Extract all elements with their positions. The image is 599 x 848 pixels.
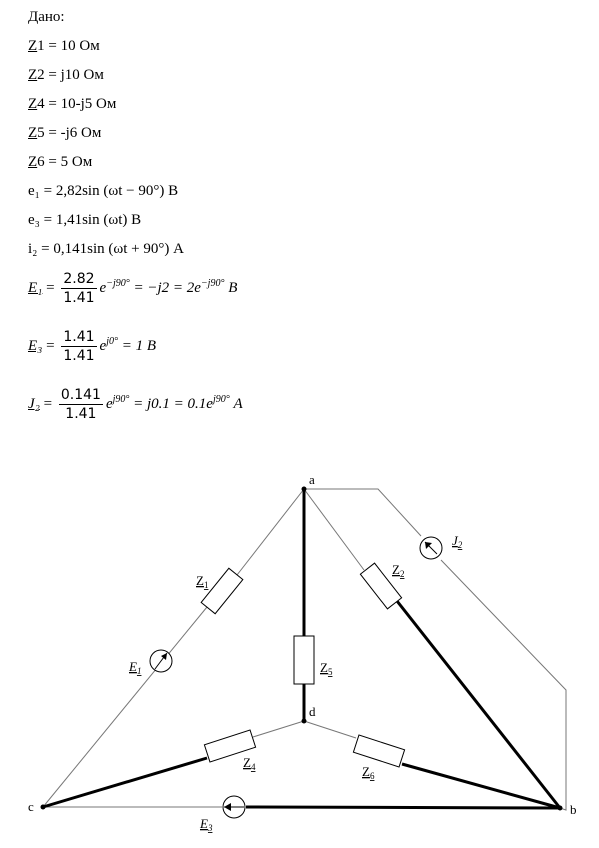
label-j2: $J_2$	[452, 533, 463, 550]
e1-denominator: 1.41	[63, 290, 95, 306]
z5-value: 5 = -j6 Ом	[37, 125, 102, 141]
wire-a-z2	[304, 489, 364, 570]
wire-z1-a	[237, 489, 304, 575]
e1-numerator: 2.82	[63, 271, 95, 287]
e1-result-exponent: −j90°	[200, 277, 225, 289]
label-e3: $E_3$	[200, 816, 213, 833]
j2-phasor-symbol: J₂	[28, 395, 40, 412]
node-label-c: c	[28, 799, 34, 814]
e3-exp-base: e	[99, 337, 107, 354]
z5-name: Z	[28, 125, 38, 141]
node-dot-d	[302, 719, 307, 724]
e3-numerator: 1.41	[63, 329, 95, 345]
wire-z2-b	[397, 601, 560, 808]
z4-name: Z	[28, 96, 38, 112]
label-e1: $E_1$	[129, 659, 142, 676]
wire-e3-b	[246, 807, 560, 808]
wire-c-e1-z1	[43, 607, 207, 807]
given-e3: e₃ = 1,41sin (ωt) В	[28, 212, 142, 228]
node-dot-c	[41, 805, 46, 810]
z2-name: Z	[28, 67, 38, 83]
phasor-j2: J₂ = $\frac{0.141}{1.41}$ $e^{j90^\circ} = j0.1 = 0.1e^{j90^\circ}$ A	[28, 387, 243, 422]
wire-d-z6	[304, 721, 356, 738]
label-z2: $Z_2$	[392, 562, 405, 579]
source-j2	[420, 537, 442, 559]
e3-exponent: j0°	[106, 335, 118, 347]
wire-d-z4	[253, 721, 304, 737]
source-e1	[150, 650, 172, 672]
j2-exp-base: e	[105, 395, 113, 412]
given-heading: Дано:	[28, 9, 65, 25]
wire-c-z4	[43, 758, 207, 807]
j2-denominator: 1.41	[65, 406, 97, 422]
label-z4: $Z_4$	[243, 755, 256, 772]
e1-exponent: −j90°	[106, 277, 130, 289]
phasor-e1: E₁ = $\frac{2.82}{1.41}$ $e^{-j90^\circ} = -j2 = 2e^{-j90^\circ}$ B	[28, 271, 238, 306]
e3-result: = 1 B	[121, 337, 157, 354]
wire-j2-b	[441, 560, 566, 810]
impedance-z1	[201, 568, 243, 614]
node-label-a: a	[309, 472, 315, 487]
j2-result: = j0.1 = 0.1e	[133, 395, 213, 412]
node-label-b: b	[570, 802, 577, 817]
impedance-z5	[294, 636, 314, 684]
label-z5: $Z_5$	[320, 660, 333, 677]
j2-result-exponent: j90°	[212, 393, 230, 405]
source-e3	[223, 796, 245, 818]
node-label-d: d	[309, 704, 316, 719]
z1-name: Z	[28, 38, 38, 54]
z2-value: 2 = j10 Ом	[37, 67, 104, 83]
e1-result: = −j2 = 2e	[133, 279, 201, 296]
node-dot-b	[558, 806, 563, 811]
e3-phasor-symbol: E₃	[28, 337, 43, 354]
e3-denominator: 1.41	[63, 348, 95, 364]
e1-phasor-symbol: E₁	[28, 279, 43, 296]
impedance-z6	[353, 735, 404, 767]
wire-z6-b	[402, 764, 560, 808]
z6-name: Z	[28, 154, 38, 170]
j2-unit: A	[233, 395, 243, 412]
label-z1: $Z_1$	[196, 573, 209, 590]
node-dot-a	[302, 487, 307, 492]
z6-value: 6 = 5 Ом	[37, 154, 93, 170]
phasor-e3: E₃ = $\frac{1.41}{1.41}$ $e^{j0^\circ} = 1$ B	[28, 329, 157, 364]
given-i2: i₂ = 0,141sin (ωt + 90°) А	[28, 241, 184, 257]
e1-unit: B	[228, 279, 238, 296]
j2-numerator: 0.141	[60, 387, 101, 403]
given-e1: e₁ = 2,82sin (ωt − 90°) В	[28, 183, 179, 199]
e1-exp-base: e	[99, 279, 107, 296]
z4-value: 4 = 10-j5 Ом	[37, 96, 117, 112]
z1-value: 1 = 10 Ом	[37, 38, 100, 54]
j2-exponent: j90°	[112, 393, 130, 405]
label-z6: $Z_6$	[362, 764, 375, 781]
